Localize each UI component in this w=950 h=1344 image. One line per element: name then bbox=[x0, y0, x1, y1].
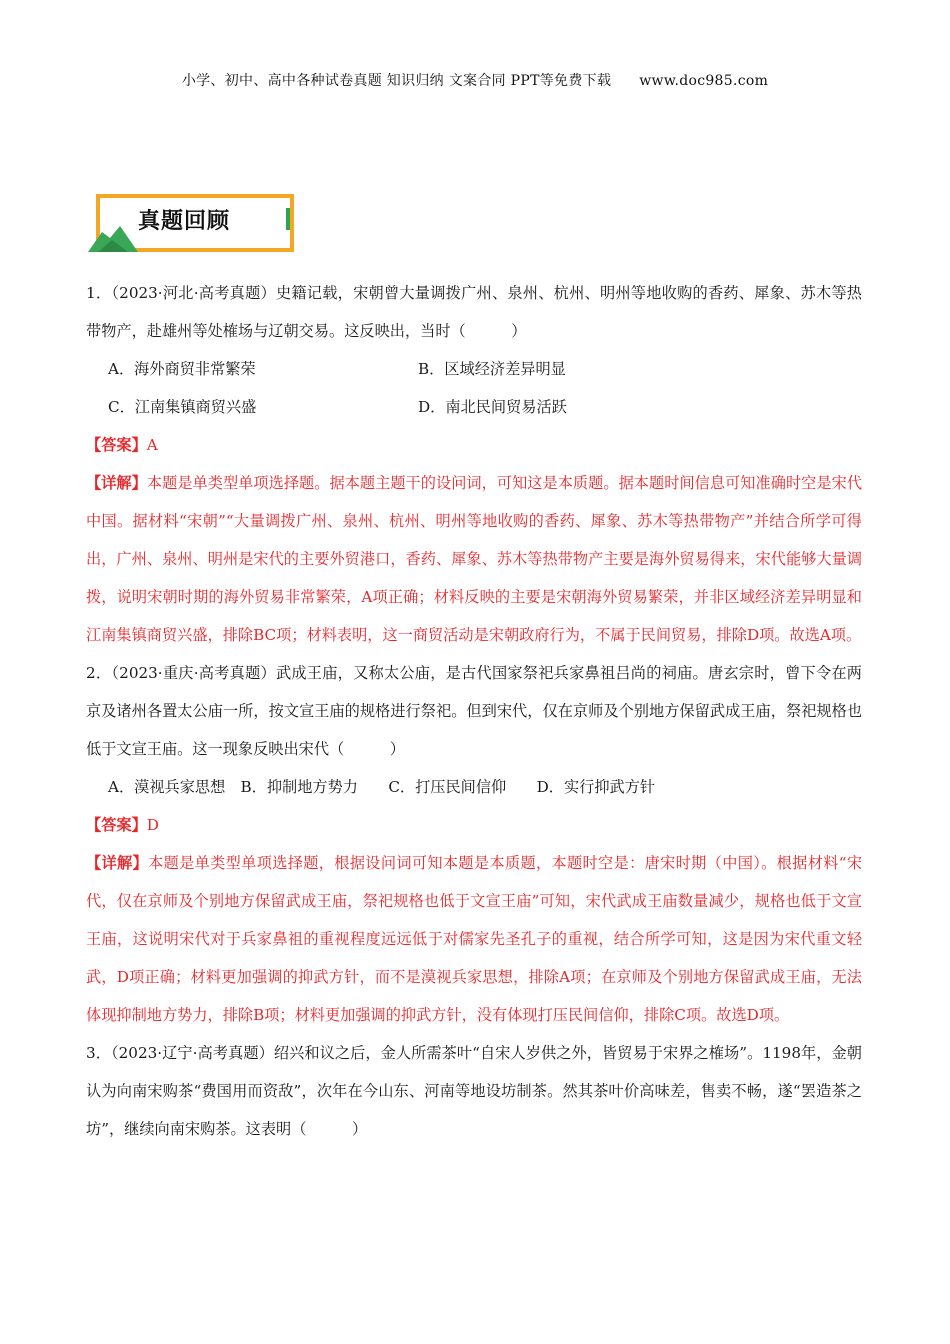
detail-text: 本题是单类型单项选择题。据本题主题干的设问词，可知这是本质题。据本题时间信息可知准确时空是宋代中国。据材料“宋朝”“大量调拨广州、泉州、杭州、明州等地收购的香药、犀象、苏木等热带物产”并结合所学可得出，广州、泉州、明州是宋代的主要外贸港口，香药、犀象、苏木等热带物产主要是海外贸易得来，宋代能够大量调拨，说明宋朝时期的海外贸易非常繁荣，A项正确；材料反映的主要是宋朝海外贸易繁荣，并非区域经济差异明显和江南集镇商贸兴盛，排除BC项；材料表明，这一商贸活动是宋朝政府行为，不属于民间贸易，排除D项。故选A项。 bbox=[86, 474, 863, 644]
question-1-options-row-1 bbox=[86, 350, 862, 388]
banner-stripe bbox=[286, 208, 290, 230]
answer-label: 【答案】 bbox=[86, 816, 147, 834]
answer-value: D bbox=[146, 816, 159, 834]
detail-label: 【详解】 bbox=[86, 474, 147, 492]
answer-value: A bbox=[146, 436, 158, 454]
question-3-stem: 3．（2023·辽宁·高考真题）绍兴和议之后，金人所需茶叶“自宋人岁供之外，皆贸易于宋界之榷场”。1198年，金朝认为向南宋购茶“费国用而资敌”，次年在今山东、河南等地设坊制茶。然其茶叶价高味差，售卖不畅，遂“罢造茶之坊”，继续向南宋购茶。这表明（ ） bbox=[86, 1044, 862, 1138]
question-1-options-row-2 bbox=[86, 388, 862, 426]
question-2-answer bbox=[86, 806, 862, 844]
banner-title: 真题回顾 bbox=[138, 209, 231, 234]
question-list bbox=[86, 274, 862, 1148]
question-1-stem: 1．（2023·河北·高考真题）史籍记载，宋朝曾大量调拨广州、泉州、杭州、明州等地收购的香药、犀象、苏木等热带物产，赴雄州等处榷场与辽朝交易。这反映出，当时（ ） bbox=[86, 284, 862, 340]
question-1-option-b: B．区域经济差异明显 bbox=[418, 360, 566, 378]
header-text: 小学、初中、高中各种试卷真题 知识归纳 文案合同 PPT等免费下载 bbox=[181, 73, 612, 89]
question-1-option-d: D．南北民间贸易活跃 bbox=[418, 398, 567, 416]
answer-label: 【答案】 bbox=[86, 436, 147, 454]
detail-label: 【详解】 bbox=[86, 854, 149, 872]
page-header bbox=[0, 70, 950, 90]
detail-text: 本题是单类型单项选择题，根据设问词可知本题是本质题，本题时空是：唐宋时期（中国）。根据材料“宋代，仅在京师及个别地方保留武成王庙，祭祀规格也低于文宣王庙”可知，宋代武成王庙数量减少，规格也低于文宣王庙，这说明宋代对于兵家鼻祖的重视程度远远低于对儒家先圣孔子的重视，结合所学可知，这是因为宋代重文轻武，D项正确；材料更加强调的抑武方针，而不是漠视兵家思想，排除A项；在京师及个别地方保留武成王庙，无法体现抑制地方势力，排除B项；材料更加强调的抑武方针，没有体现打压民间信仰，排除C项。故选D项。 bbox=[86, 854, 863, 1024]
question-1-option-a: A．海外商贸非常繁荣 bbox=[108, 360, 256, 378]
section-banner bbox=[88, 194, 294, 258]
header-site-link[interactable]: www.doc985.com bbox=[639, 73, 769, 89]
question-1-answer bbox=[86, 426, 862, 464]
question-2-options: A．漠视兵家思想 B．抑制地方势力 C．打压民间信仰 D．实行抑武方针 bbox=[108, 778, 656, 796]
question-1-detail bbox=[86, 464, 862, 654]
question-2-detail bbox=[86, 844, 862, 1034]
question-2-stem: 2．（2023·重庆·高考真题）武成王庙，又称太公庙，是古代国家祭祀兵家鼻祖吕尚的祠庙。唐玄宗时，曾下令在两京及诸州各置太公庙一所，按文宣王庙的规格进行祭祀。但到宋代，仅在京师及个别地方保留武成王庙，祭祀规格也低于文宣王庙。这一现象反映出宋代（ ） bbox=[86, 664, 862, 758]
question-1-option-c: C．江南集镇商贸兴盛 bbox=[108, 398, 257, 416]
